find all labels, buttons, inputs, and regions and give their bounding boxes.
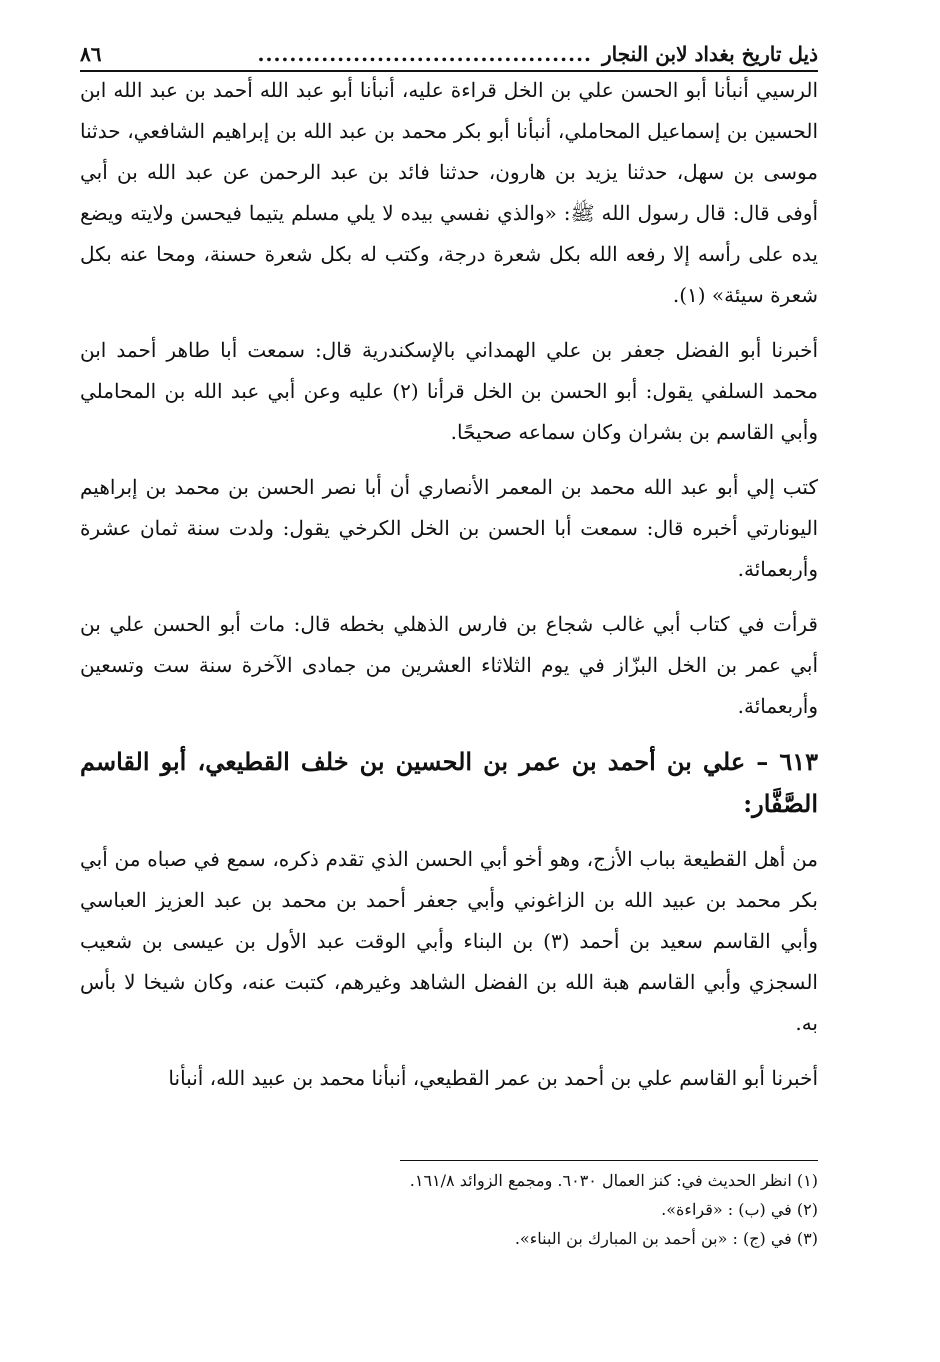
entry-paragraph: من أهل القطيعة بباب الأزج، وهو أخو أبي الحسن الذي تقدم ذكره، سمع في صباه من أبي بكر محمد بن عبيد الله بن الزاغوني وأبي جعفر أحمد بن محمد بن عبد العزيز العباسي وأبي القاسم سعيد بن أحمد (٣) بن البناء وأبي الوقت عبد الأول بن عيسى بن شعيب السجزي وأبي القاسم هبة الله بن الفضل الشاهد وغيرهم، كتبت عنه، وكان شيخا لا بأس به. xyxy=(80,847,819,1035)
paragraph: قرأت في كتاب أبي غالب شجاع بن فارس الذهلي بخطه قال: مات أبو الحسن علي بن أبي عمر بن الخل البزّاز في يوم الثلاثاء العشرين من جمادى الآخرة سنة ست وتسعين وأربعمائة. xyxy=(80,612,818,718)
paragraph: كتب إلي أبو عبد الله محمد بن المعمر الأنصاري أن أبا نصر الحسن بن محمد بن إبراهيم اليونارتي أخبره قال: سمعت أبا الحسن بن الخل الكرخي يقول: ولدت سنة ثمان عشرة وأربعمائة. xyxy=(80,475,818,581)
footnote-separator xyxy=(400,1160,818,1161)
header-dots: .......................................... xyxy=(257,42,592,66)
running-header xyxy=(80,38,818,72)
page-number: ٨٦ xyxy=(80,42,102,66)
footnote: (٢) في (ب) : «قراءة». xyxy=(661,1200,818,1219)
footnotes xyxy=(80,1166,818,1253)
entry-paragraph: أخبرنا أبو القاسم علي بن أحمد بن عمر القطيعي، أنبأنا محمد بن عبيد الله، أنبأنا xyxy=(168,1066,818,1090)
paragraph: أخبرنا أبو الفضل جعفر بن علي الهمداني بالإسكندرية قال: سمعت أبا طاهر أحمد ابن محمد السلفي يقول: أبو الحسن بن الخل قرأنا (٢) عليه وعن أبي عبد الله بن المحاملي وأبي القاسم بن بشران وكان سماعه صحيحًا. xyxy=(80,338,818,444)
book-title: ذيل تاريخ بغداد لابن النجار xyxy=(602,42,818,66)
main-text xyxy=(80,70,818,1113)
footnote: (٣) في (ج) : «بن أحمد بن المبارك بن البناء». xyxy=(514,1229,818,1248)
paragraph: الرسيي أنبأنا أبو الحسن علي بن الخل قراءة عليه، أنبأنا أبو عبد الله أحمد بن عبد الله ابن الحسين بن إسماعيل المحاملي، أنبأنا أبو بكر محمد بن عبد الله بن إبراهيم الشافعي، حدثنا موسى بن سهل، حدثنا يزيد بن هارون، حدثنا فائد بن عبد الرحمن عن عبد الله بن أبي أوفى قال: قال رسول الله ﷺ: «والذي نفسي بيده لا يلي مسلم يتيما فيحسن ولايته ويضع يده على رأسه إلا رفعه الله بكل شعرة درجة، وكتب له بكل شعرة حسنة، ومحا عنه بكل شعرة سيئة» (١). xyxy=(80,78,818,307)
entry-heading: ٦١٣ – علي بن أحمد بن عمر بن الحسين بن خلف القطيعي، أبو القاسم الصَّفَّار: xyxy=(80,747,818,818)
footnote: (١) انظر الحديث في: كنز العمال ٦٠٣٠. ومجمع الزوائد ١٦١/٨. xyxy=(409,1171,818,1190)
